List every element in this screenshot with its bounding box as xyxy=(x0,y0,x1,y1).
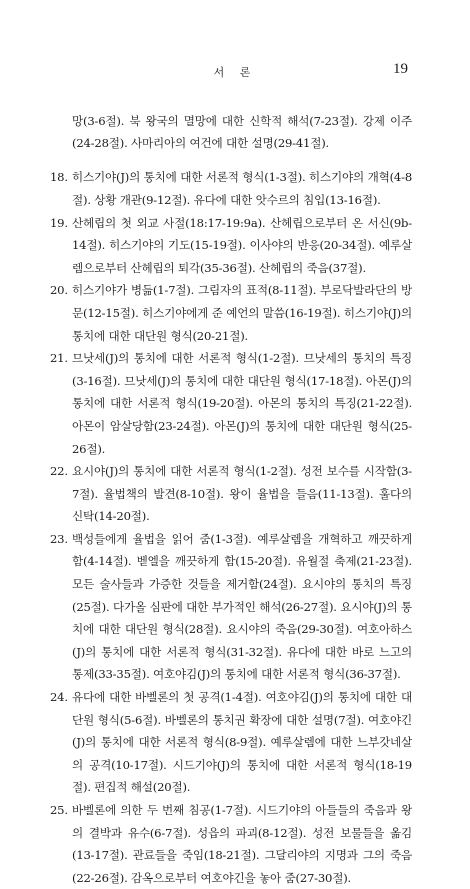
entry-text: 요시야(J)의 통치에 대한 서론적 형식(1-2절). 성전 보수를 시작함(3-7절). 율법책의 발견(8-10절). 왕이 율법을 들음(11-13절). 훌다의 신탁(14-20절). xyxy=(72,464,412,524)
entry-number: 24. xyxy=(50,690,68,705)
outline-entry xyxy=(50,347,412,460)
outline-entry xyxy=(50,212,412,280)
outline-entry xyxy=(50,279,412,347)
entry-text: 백성들에게 율법을 읽어 줌(1-3절). 예루살렘을 개혁하고 깨끗하게 함(4-14절). 벧엘을 깨끗하게 함(15-20절). 유월절 축제(21-23절). 모든 술사들과 가증한 것들을 제거함(24절). 요시야의 통치의 특징(25절). 다가올 심판에 대한 부가적인 해석(26-27절). 요시야(J)의 통치에 대한 대단원 형식(28절). 요시야의 죽음(29-30절). 여호아하스(J)의 통치에 대한 서론적 형식(31-32절). 유다에 대한 바로 느고의 통제(33-35절). 여호야김(J)의 통치에 대한 서론적 형식(36-37절). xyxy=(72,531,412,682)
entry-text: 산헤립의 첫 외교 사절(18:17-19:9a). 산헤립으로부터 온 서신(9b-14절). 히스기야의 기도(15-19절). 이사야의 반응(20-34절). 예루살렘으로부터 산헤립의 퇴각(35-36절). 산헤립의 죽음(37절). xyxy=(72,215,412,275)
entry-text: 유다에 대한 바벨론의 첫 공격(1-4절). 여호야김(J)의 통치에 대한 대단원 형식(5-6절). 바벨론의 통치권 확장에 대한 설명(7절). 여호야긴(J)의 통치에 대한 서론적 형식(8-9절). 예루살렘에 대한 느부갓네살의 공격(10-17절). 시드기야(J)의 통치에 대한 서론적 형식(18-19절). 편집적 해설(20절). xyxy=(72,690,412,795)
outline-entry xyxy=(50,166,412,211)
outline-entries xyxy=(50,166,412,889)
entry-text: 므낫세(J)의 통치에 대한 서론적 형식(1-2절). 므낫세의 통치의 특징(3-16절). 므낫세(J)의 통치에 대한 대단원 형식(17-18절). 아몬(J)의 통치에 대한 서론적 형식(19-20절). 아몬의 통치의 특징(21-22절). 아몬이 암살당함(23-24절). 아몬(J)의 통치에 대한 대단원 형식(25-26절). xyxy=(72,351,412,456)
entry-number: 25. xyxy=(50,803,68,817)
entry-text: 바벨론에 의한 두 번째 침공(1-7절). 시드기야의 아들들의 죽음과 왕의 결박과 유수(6-7절). 성읍의 파괴(8-12절). 성전 보물들을 옮김(13-17절). 관료들을 죽임(18-21절). 그달리야의 지명과 그의 죽음(22-26절). 감옥으로부터 여호야긴을 놓아 줌(27-30절). xyxy=(72,803,412,885)
entry-number: 21. xyxy=(50,351,68,366)
page-number: 19 xyxy=(393,61,408,77)
outline-entry xyxy=(50,686,412,799)
outline-content xyxy=(50,98,412,889)
entry-number: 19. xyxy=(50,215,68,230)
entry-text: 히스기야(J)의 통치에 대한 서론적 형식(1-3절). 히스기야의 개혁(4-8절). 상황 개관(9-12절). 유다에 대한 앗수르의 침입(13-16절). xyxy=(72,170,412,207)
entry-text: 히스기야가 병듦(1-7절). 그림자의 표적(8-11절). 부로닥발라단의 방문(12-15절). 히스기야에게 준 예언의 말씀(16-19절). 히스기야(J)의 통치에 대한 대단원 형식(20-21절). xyxy=(72,283,412,343)
outline-entry xyxy=(50,528,412,686)
continued-entry: 망(3-6절). 북 왕국의 멸망에 대한 신학적 해석(7-23절). 강제 이주(24-28절). 사마리아의 여건에 대한 설명(29-41절). xyxy=(72,113,412,151)
entry-number: 20. xyxy=(50,283,68,298)
outline-entry xyxy=(50,460,412,528)
running-header xyxy=(0,61,470,84)
entry-number: 22. xyxy=(50,464,68,479)
header-title: 서 론 xyxy=(213,66,257,79)
outline-entry xyxy=(50,799,412,889)
entry-number: 18. xyxy=(50,170,68,185)
entry-number: 23. xyxy=(50,531,68,546)
